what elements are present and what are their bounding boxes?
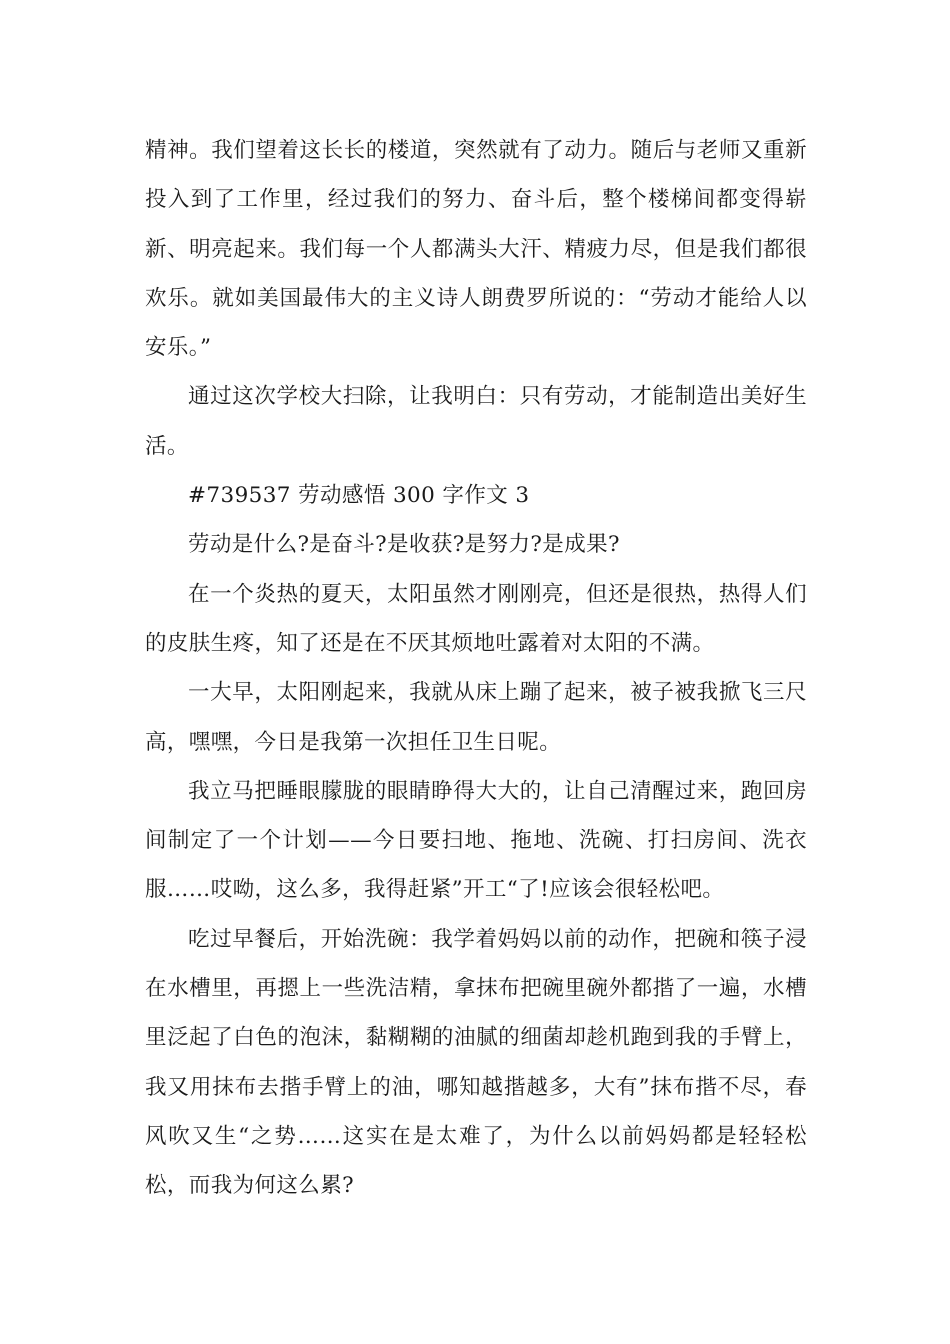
paragraph-4: 劳动是什么?是奋斗?是收获?是努力?是成果?: [188, 532, 620, 558]
paragraph-6: 一大早，太阳刚起来，我就从床上蹦了起来，被子被我掀飞三尺高，嘿嘿，今日是我第一次担任卫生日呢。: [145, 680, 807, 755]
paragraph-8: 吃过早餐后，开始洗碗：我学着妈妈以前的动作，把碗和筷子浸在水槽里，再摁上一些洗洁精，拿抹布把碗里碗外都揩了一遍，水槽里泛起了白色的泡沫，黏糊糊的油腻的细菌却趁机跑到我的手臂上，我又用抹布去揩手臂上的油，哪知越揩越多，大有”抹布揩不尽，春风吹又生“之势……这实在是太难了，为什么以前妈妈都是轻轻松松，而我为何这么累?: [145, 926, 807, 1199]
essay-heading: #739537 劳动感悟 300 字作文 3: [188, 483, 530, 509]
paragraph-5: 在一个炎热的夏天，太阳虽然才刚刚亮，但还是很热，热得人们的皮肤生疼，知了还是在不厌其烦地吐露着对太阳的不满。: [145, 581, 807, 656]
paragraph-2: 通过这次学校大扫除，让我明白：只有劳动，才能制造出美好生活。: [145, 384, 807, 459]
paragraph-1: 精神。我们望着这长长的楼道，突然就有了动力。随后与老师又重新投入到了工作里，经过我们的努力、奋斗后，整个楼梯间都变得崭新、明亮起来。我们每一个人都满头大汗、精疲力尽，但是我们都很欢乐。就如美国最伟大的主义诗人朗费罗所说的：“劳动才能给人以安乐。”: [145, 138, 807, 361]
paragraph-7: 我立马把睡眼朦胧的眼睛睁得大大的，让自己清醒过来，跑回房间制定了一个计划——今日要扫地、拖地、洗碗、打扫房间、洗衣服……哎呦，这么多，我得赶紧”开工“了!应该会很轻松吧。: [145, 778, 807, 903]
document-body: [145, 126, 807, 1211]
